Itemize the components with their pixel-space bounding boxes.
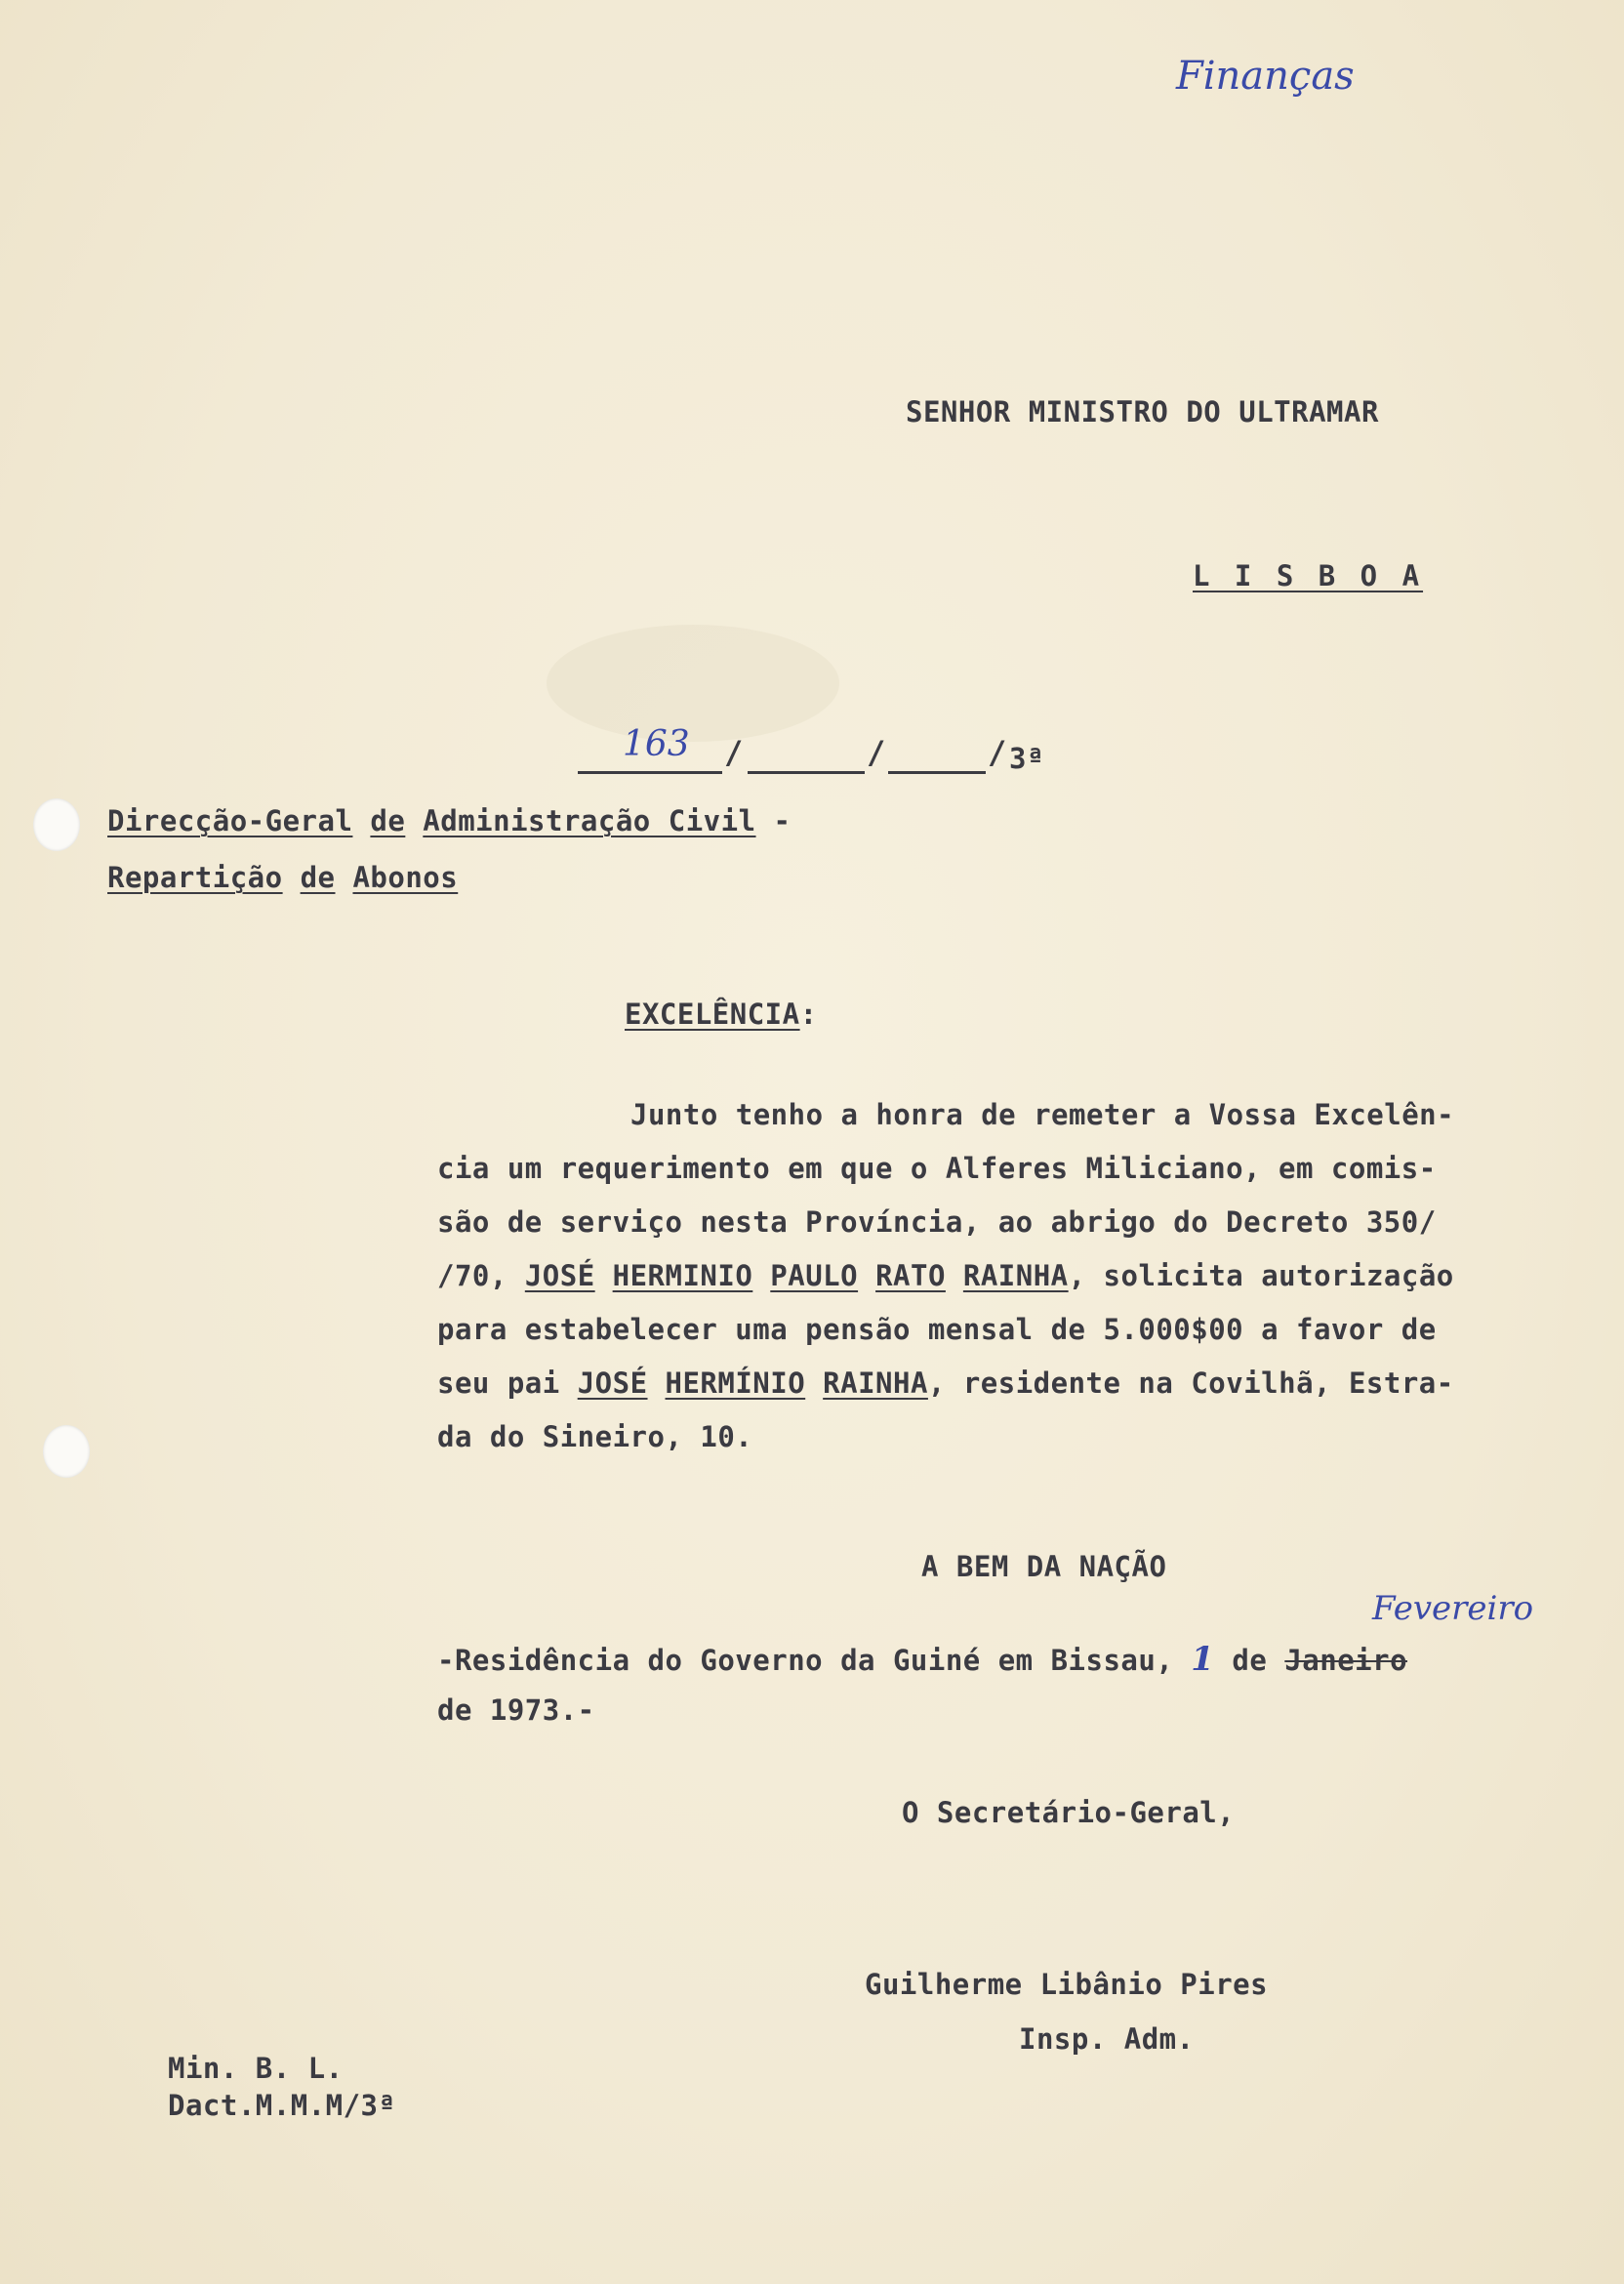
place-date-line-2: de 1973.- (437, 1693, 595, 1727)
addressee-city: L I S B O A (1193, 559, 1424, 592)
body-line-4 (437, 1259, 1454, 1292)
ref-blank-3 (888, 771, 986, 774)
name-herminio-2: HERMÍNIO (665, 1366, 806, 1400)
paper-stain (547, 625, 839, 742)
ref-slash-3: / (988, 734, 1007, 771)
punch-hole-bottom (43, 1425, 90, 1478)
place-date-text: -Residência do Governo da Guiné em Bissau, (437, 1644, 1174, 1677)
name-paulo: PAULO (770, 1259, 859, 1292)
ref-suffix: 3ª (1009, 742, 1044, 775)
body-line-6 (437, 1366, 1454, 1400)
place-date-de: de (1232, 1644, 1268, 1677)
signature-name: Guilherme Libânio Pires (865, 1968, 1269, 2001)
body-line-3: são de serviço nesta Província, ao abrigo do Decreto 350/ (437, 1205, 1437, 1239)
ref-blank-2 (748, 771, 865, 774)
footer-line-1: Min. B. L. (168, 2052, 344, 2085)
department-line-1 (107, 804, 791, 837)
name-jose-2: JOSÉ (577, 1366, 648, 1400)
body-line-4-suffix: , solicita autorização (1068, 1259, 1454, 1292)
body-line-2: cia um requerimento em que o Alferes Miliciano, em comis- (437, 1152, 1437, 1185)
dept-de-1: de (370, 804, 406, 837)
name-jose-1: JOSÉ (524, 1259, 595, 1292)
place-date-line-1 (437, 1640, 1407, 1679)
body-line-4-prefix: /70, (437, 1259, 525, 1292)
ref-slash-2: / (867, 734, 886, 771)
dept-administracao-civil: Administração Civil (423, 804, 756, 837)
body-line-7: da do Sineiro, 10. (437, 1420, 753, 1453)
name-herminio-1: HERMINIO (612, 1259, 753, 1292)
body-line-6-suffix: , residente na Covilhã, Estra- (927, 1366, 1454, 1400)
handwritten-ref-number: 163 (623, 724, 690, 764)
dept-reparticao: Repartição (107, 861, 283, 894)
handwritten-day: 1 (1191, 1640, 1215, 1679)
handwritten-month-correction: Fevereiro (1372, 1589, 1534, 1628)
name-rainha-2: RAINHA (823, 1366, 928, 1400)
footer-line-2: Dact.M.M.M/3ª (168, 2089, 396, 2122)
dept-de-2: de (300, 861, 336, 894)
handwritten-note-financas: Finanças (1176, 54, 1355, 99)
signature-title: O Secretário-Geral, (902, 1796, 1236, 1829)
name-rato: RATO (875, 1259, 946, 1292)
signature-role: Insp. Adm. (1019, 2022, 1195, 2056)
salutation-text: EXCELÊNCIA (625, 998, 800, 1031)
punch-hole-top (33, 798, 80, 851)
body-line-6-prefix: seu pai (437, 1366, 578, 1400)
struck-month: Janeiro (1284, 1644, 1408, 1677)
addressee-title: SENHOR MINISTRO DO ULTRAMAR (906, 395, 1379, 428)
body-line-5: para estabelecer uma pensão mensal de 5.000$00 a favor de (437, 1313, 1437, 1346)
body-line-1: Junto tenho a honra de remeter a Vossa Excelên- (630, 1098, 1455, 1131)
closing-formula: A BEM DA NAÇÃO (921, 1550, 1167, 1583)
dept-abonos: Abonos (352, 861, 459, 894)
salutation-colon: : (799, 998, 818, 1031)
dept-direccao-geral: Direcção-Geral (107, 804, 353, 837)
dept-dash: - (773, 804, 792, 837)
ref-slash-1: / (724, 734, 744, 771)
ref-blank-1 (578, 771, 722, 774)
name-rainha-1: RAINHA (962, 1259, 1069, 1292)
department-line-2 (107, 861, 458, 894)
salutation (625, 998, 818, 1031)
